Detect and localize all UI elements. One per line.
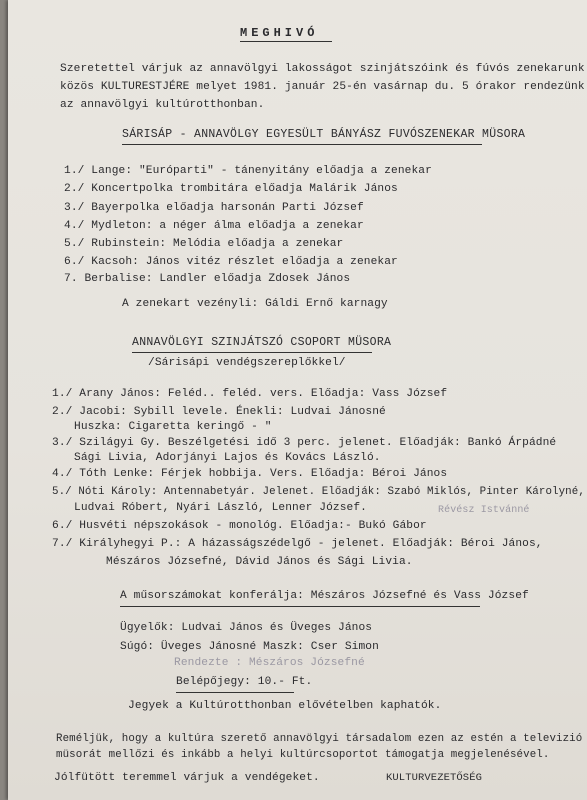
title-underline	[240, 41, 332, 42]
staff-stage-managers: Ügyelők: Ludvai János és Üveges János	[120, 622, 373, 634]
theatre-item-2: 2./ Jacobi: Sybill levele. Énekli: Ludvai Jánosné	[52, 406, 386, 418]
theatre-item-5-continued: Ludvai Róbert, Nyári László, Lenner József.	[74, 502, 367, 514]
theatre-item-3: 3./ Szilágyi Gy. Beszélgetési idő 3 perc. jelenet. Előadják: Bankó Árpádné	[52, 437, 557, 449]
document-title: MEGHIVÓ	[240, 26, 319, 40]
document-page	[8, 0, 587, 800]
closing-line-2: müsorát mellőzi és inkább a helyi kultúrcsoportot támogatja megjelenésével.	[56, 749, 550, 761]
theatre-item-1: 1./ Arany János: Feléd.. feléd. vers. Előadja: Vass József	[52, 388, 448, 400]
compere-underline	[120, 606, 480, 607]
theatre-item-2-continued: Huszka: Cigaretta keringő - "	[74, 421, 272, 433]
intro-line-1: Szeretettel várjuk az annavölgyi lakosságot szinjátszóink és fúvós zenekarunk	[60, 63, 585, 75]
intro-line-3: az annavölgyi kultúrotthonban.	[60, 99, 265, 111]
band-item-6: 6./ Kacsoh: János vitéz részlet előadja a zenekar	[64, 256, 398, 268]
conductor-line: A zenekart vezényli: Gáldi Ernő karnagy	[122, 298, 388, 310]
band-item-1: 1./ Lange: "Európarti" - tánenyitány előadja a zenekar	[64, 165, 432, 177]
theatre-item-7-continued: Mészáros Józsefné, Dávid János és Sági Livia.	[106, 556, 413, 568]
band-item-7: 7. Berbalise: Landler előadja Zdosek János	[64, 273, 351, 285]
theatre-item-6: 6./ Husvéti népszokások - monológ. Előadja:- Bukó Gábor	[52, 520, 427, 532]
ticket-price: Belépőjegy: 10.- Ft.	[176, 676, 313, 688]
band-item-5: 5./ Rubinstein: Melódia előadja a zenekar	[64, 238, 344, 250]
theatre-item-4: 4./ Tóth Lenke: Férjek hobbija. Vers. Előadja: Béroi János	[52, 468, 448, 480]
closing-line-1: Reméljük, hogy a kultúra szerető annavölgyi társadalom ezen az estén a televizió	[56, 733, 583, 745]
band-program-heading: SÁRISÁP - ANNAVÖLGY EGYESÜLT BÁNYÁSZ FUVÓSZENEKAR MÜSORA	[122, 128, 526, 141]
band-item-3: 3./ Bayerpolka előadja harsonán Parti József	[64, 202, 364, 214]
tickets-note: Jegyek a Kultúrotthonban elővételben kaphatók.	[128, 700, 442, 712]
intro-line-2: közös KULTURESTJÉRE melyet 1981. január 25-én vasárnap du. 5 órakor rendezünk	[60, 81, 585, 93]
theatre-heading-underline	[132, 352, 372, 353]
footer-signature: KULTURVEZETŐSÉG	[386, 772, 483, 784]
footer-heated-hall: Jólfütött teremmel várjuk a vendégeket.	[54, 772, 320, 784]
theatre-item-7: 7./ Királyhegyi P.: A házasságszédelgő - jelenet. Előadják: Béroi János,	[52, 538, 543, 550]
staff-director: Rendezte : Mészáros Józsefné	[174, 657, 365, 669]
staff-prompter-makeup: Súgó: Üveges Jánosné Maszk: Cser Simon	[120, 641, 379, 653]
theatre-subheading: /Sárisápi vendégszereplőkkel/	[148, 357, 346, 369]
band-heading-underline	[122, 144, 482, 145]
theatre-item-3-continued: Sági Livia, Adorjányi Lajos és Kovács László.	[74, 452, 381, 464]
band-item-2: 2./ Koncertpolka trombitára előadja Malárik János	[64, 183, 398, 195]
band-item-4: 4./ Mydleton: a néger álma előadja a zenekar	[64, 220, 364, 232]
theatre-item-5-faint-name: Révész Istvánné	[438, 505, 530, 516]
ticket-underline	[176, 692, 294, 693]
compere-line: A műsorszámokat konferálja: Mészáros Józsefné és Vass József	[120, 590, 529, 602]
theatre-program-heading: ANNAVÖLGYI SZINJÁTSZÓ CSOPORT MÜSORA	[132, 336, 392, 349]
theatre-item-5: 5./ Nóti Károly: Antennabetyár. Jelenet. Előadják: Szabó Miklós, Pinter Károlyné,	[52, 486, 585, 498]
